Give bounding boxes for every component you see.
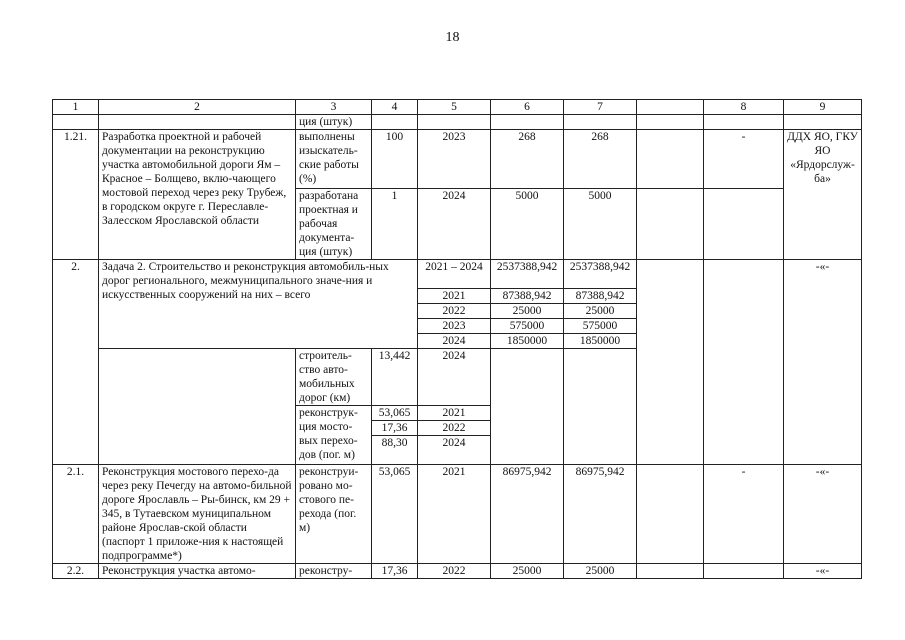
year-cell: 2021: [418, 406, 491, 421]
funding-cell: 5000: [564, 189, 637, 260]
header-cell: 1: [53, 100, 99, 115]
program-table: [52, 99, 862, 579]
executor-cell: -«-: [784, 260, 862, 465]
table-row: [53, 349, 862, 406]
total-cell: 25000: [491, 304, 564, 319]
executor-cell: -«-: [784, 465, 862, 564]
funding-cell: 575000: [564, 319, 637, 334]
measure-name: Разработка проектной и рабочей документации на реконструкцию участка автомобильной дороги Ям – Красное – Болщево, вклю-чающего мостовой переход через реку Трубеж, в городском округе г. Переславле-Залесском Ярославской области: [99, 130, 296, 260]
total-cell: 2537388,942: [491, 260, 564, 289]
table-row: [53, 564, 862, 579]
total-cell: 87388,942: [491, 289, 564, 304]
header-cell: 9: [784, 100, 862, 115]
funding-cell: 268: [564, 130, 637, 189]
value-cell: 53,065: [372, 406, 418, 421]
row-number: 2.: [53, 260, 99, 349]
measure-name: Реконструкция участка автомо-: [99, 564, 296, 579]
total-cell: 86975,942: [491, 465, 564, 564]
year-cell: 2022: [418, 304, 491, 319]
year-cell: 2024: [418, 349, 491, 406]
funding-cell: 25000: [564, 564, 637, 579]
header-cell: 7: [564, 100, 637, 115]
continuation-row: [53, 115, 862, 130]
indicator-cell: реконструк-ция мосто-вых перехо-дов (пог. м): [296, 406, 372, 465]
year-cell: 2023: [418, 130, 491, 189]
funding-cell: 86975,942: [564, 465, 637, 564]
value-cell: 17,36: [372, 564, 418, 579]
indicator-cell: строитель-ство авто-мобильных дорог (км): [296, 349, 372, 406]
value-cell: 100: [372, 130, 418, 189]
year-cell: 2021: [418, 289, 491, 304]
value-cell: 88,30: [372, 436, 418, 465]
row-number: 2.2.: [53, 564, 99, 579]
year-cell: 2024: [418, 334, 491, 349]
indicator-cell: реконструи-ровано мо-стового пе-рехода (пог. м): [296, 465, 372, 564]
funding-cell: 25000: [564, 304, 637, 319]
value-cell: 53,065: [372, 465, 418, 564]
header-cell: 8: [704, 100, 784, 115]
year-cell: 2021 – 2024: [418, 260, 491, 289]
table-row: [53, 465, 862, 564]
total-cell: 25000: [491, 564, 564, 579]
value-cell: 1: [372, 189, 418, 260]
indicator-cell: разработана проектная и рабочая документа-ция (штук): [296, 189, 372, 260]
total-cell: 575000: [491, 319, 564, 334]
year-cell: 2023: [418, 319, 491, 334]
row-number: 1.21.: [53, 130, 99, 260]
dash-cell: -: [704, 130, 784, 189]
header-cell: 2: [99, 100, 296, 115]
indicator-cell: ция (штук): [296, 115, 372, 130]
header-cell: 3: [296, 100, 372, 115]
year-cell: 2021: [418, 465, 491, 564]
year-cell: 2022: [418, 564, 491, 579]
total-cell: 1850000: [491, 334, 564, 349]
year-cell: 2024: [418, 436, 491, 465]
year-cell: 2024: [418, 189, 491, 260]
row-number: 2.1.: [53, 465, 99, 564]
header-cell: [637, 100, 704, 115]
task-name: Задача 2. Строительство и реконструкция автомобиль-ных дорог регионального, межмуниципального значе-ния и искусственных сооружений на них – всего: [99, 260, 418, 349]
executor-cell: ДДХ ЯО, ГКУ ЯО «Ярдорслуж-ба»: [784, 130, 862, 260]
page-number: 18: [445, 30, 460, 45]
executor-cell: -«-: [784, 564, 862, 579]
year-cell: 2022: [418, 421, 491, 436]
funding-cell: 2537388,942: [564, 260, 637, 289]
dash-cell: -: [704, 465, 784, 564]
header-row: [53, 100, 862, 115]
value-cell: 13,442: [372, 349, 418, 406]
funding-cell: 1850000: [564, 334, 637, 349]
table-row: [53, 260, 862, 289]
indicator-cell: выполнены изыскатель-ские работы (%): [296, 130, 372, 189]
header-cell: 5: [418, 100, 491, 115]
funding-cell: 87388,942: [564, 289, 637, 304]
indicator-cell: реконстру-: [296, 564, 372, 579]
measure-name: Реконструкция мостового перехо-да через реку Печегду на автомо-бильной дороге Ярославль – Ры-бинск, км 29 + 345, в Тутаевском муниципальном районе Ярослав-ской области (паспорт 1 приложе-ния к настоящей подпрограмме*): [99, 465, 296, 564]
value-cell: 17,36: [372, 421, 418, 436]
header-cell: 6: [491, 100, 564, 115]
table-row: [53, 130, 862, 189]
header-cell: 4: [372, 100, 418, 115]
total-cell: 5000: [491, 189, 564, 260]
total-cell: 268: [491, 130, 564, 189]
